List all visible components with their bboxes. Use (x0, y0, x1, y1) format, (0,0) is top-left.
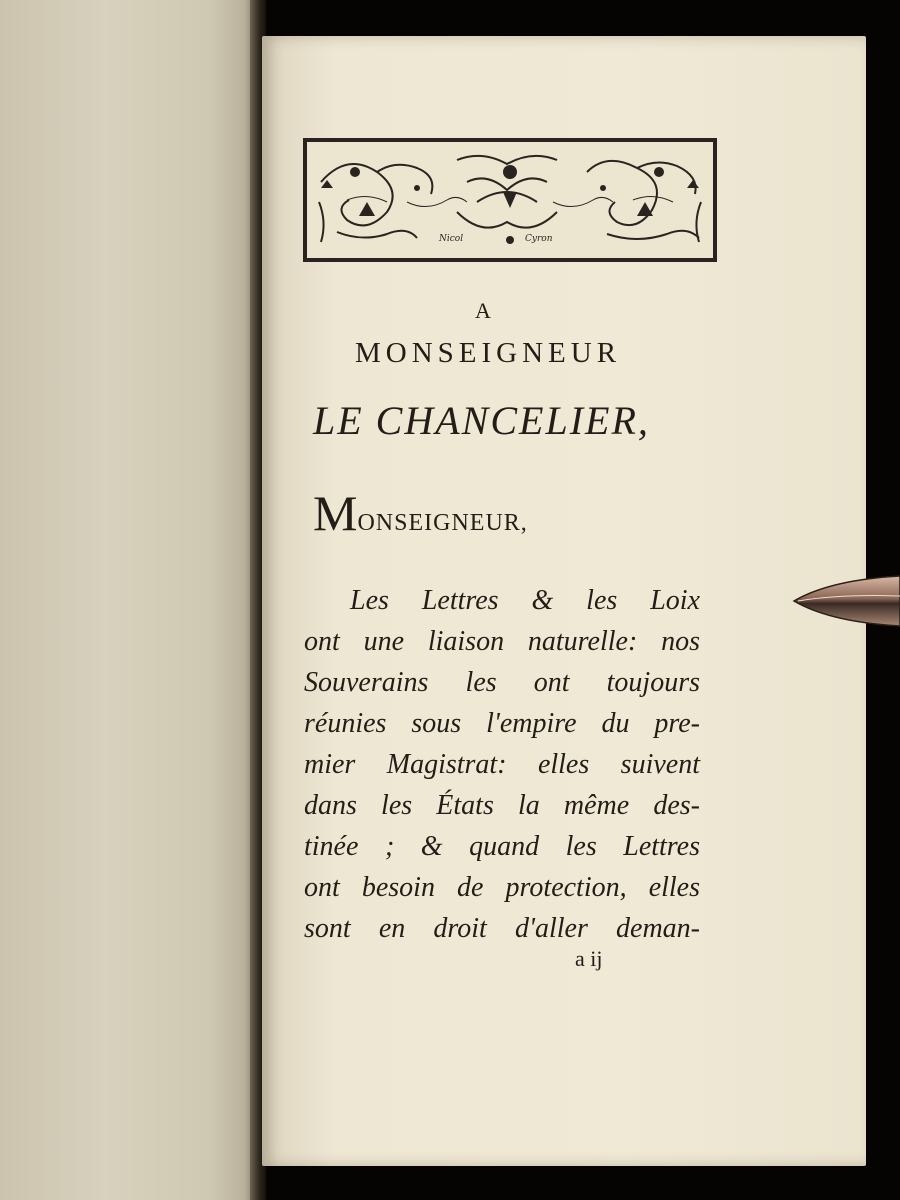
page-weight-pointer-icon (790, 570, 900, 632)
body-line: tinée ; & quand les Lettres (304, 831, 700, 862)
left-facing-page (0, 0, 262, 1200)
engraver-name-left: Nicol (439, 234, 464, 244)
signature-mark: a ij (575, 946, 603, 971)
body-line: ont besoin de protection, elles (304, 872, 700, 903)
body-line: Souverains les ont toujours (304, 667, 700, 698)
body-line: dans les États la même des- (304, 790, 700, 821)
body-line: Les Lettres & les Loix (350, 585, 700, 616)
salutation-dropcap: M (313, 485, 358, 541)
ornament-scrollwork (307, 142, 713, 258)
ornament-headpiece-icon (303, 138, 717, 262)
dedication-a: A (475, 298, 492, 323)
body-line: mier Magistrat: elles suivent (304, 749, 700, 780)
dedication-chancelier: LE CHANCELIER, (313, 398, 650, 443)
dedication-monseigneur: MONSEIGNEUR (355, 337, 622, 369)
body-line: réunies sous l'empire du pre- (304, 708, 700, 739)
salutation-rest: ONSEIGNEUR, (357, 510, 528, 536)
body-line: ont une liaison naturelle: nos (304, 626, 700, 657)
body-line: sont en droit d'aller deman- (304, 913, 700, 944)
engraver-name-right: Cyron (525, 234, 553, 244)
salutation (313, 484, 528, 542)
body-text (304, 580, 700, 949)
